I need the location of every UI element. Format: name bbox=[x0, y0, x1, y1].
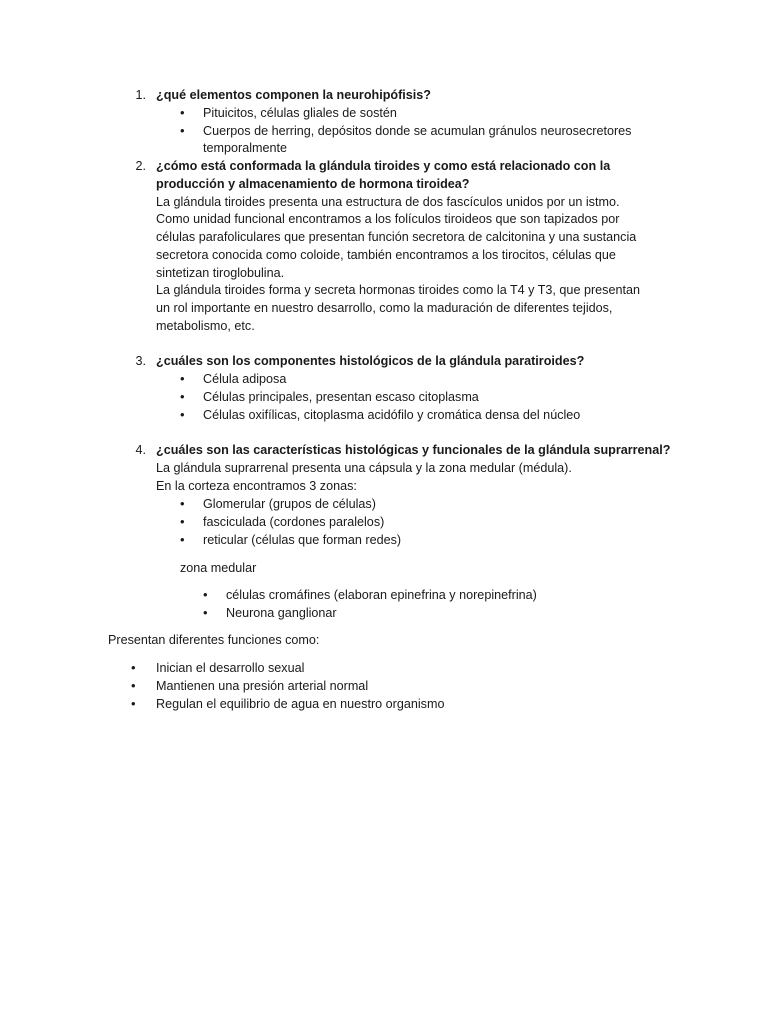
q4-question: ¿cuáles son las características histológicas y funcionales de la glándula suprarrenal? bbox=[156, 443, 671, 457]
functions-intro: Presentan diferentes funciones como: bbox=[108, 633, 320, 647]
q4-medular-item-1: células cromáfines (elaboran epinefrina y norepinefrina) bbox=[226, 588, 537, 602]
q3-bullet-2: Células principales, presentan escaso citoplasma bbox=[203, 390, 479, 404]
q2-answer-line-2: Como unidad funcional encontramos a los folículos tiroideos que son tapizados por bbox=[156, 212, 620, 226]
q3-question: ¿cuáles son los componentes histológicos de la glándula paratiroides? bbox=[156, 354, 585, 368]
q2-answer-line-1: La glándula tiroides presenta una estructura de dos fascículos unidos por un istmo. bbox=[156, 195, 620, 209]
bullet-marker: • bbox=[203, 587, 208, 602]
q1-bullet-1: Pituicitos, células gliales de sostén bbox=[203, 106, 397, 120]
q4-zone-3: reticular (células que forman redes) bbox=[203, 533, 402, 547]
function-item-2: Mantienen una presión arterial normal bbox=[156, 679, 369, 693]
function-item-3: Regulan el equilibrio de agua en nuestro organismo bbox=[156, 697, 445, 711]
q2-number: 2. bbox=[135, 159, 146, 173]
bullet-marker: • bbox=[180, 532, 185, 547]
q4-zone-2: fasciculada (cordones paralelos) bbox=[203, 515, 385, 529]
q4-answer-line-1: La glándula suprarrenal presenta una cápsula y la zona medular (médula). bbox=[156, 461, 572, 475]
q1-bullet-2: Cuerpos de herring, depósitos donde se acumulan gránulos neurosecretores bbox=[203, 124, 632, 138]
q1-number: 1. bbox=[135, 88, 146, 102]
q3-bullet-3: Células oxifílicas, citoplasma acidófilo y cromática densa del núcleo bbox=[203, 408, 581, 422]
q2-question-line-2: producción y almacenamiento de hormona tiroidea? bbox=[156, 177, 470, 191]
bullet-marker: • bbox=[180, 123, 185, 138]
q1-question: ¿qué elementos componen la neurohipófisis? bbox=[156, 88, 431, 102]
bullet-marker: • bbox=[180, 514, 185, 529]
bullet-marker: • bbox=[180, 496, 185, 511]
bullet-marker: • bbox=[131, 678, 136, 693]
bullet-marker: • bbox=[203, 605, 208, 620]
q2-answer-line-7: un rol importante en nuestro desarrollo, como la maduración de diferentes tejidos, bbox=[156, 301, 613, 315]
q3-number: 3. bbox=[135, 354, 146, 368]
q4-medular-label: zona medular bbox=[180, 561, 257, 575]
q3-bullet-1: Célula adiposa bbox=[203, 372, 287, 386]
q1-bullet-2-cont: temporalmente bbox=[203, 141, 287, 155]
bullet-marker: • bbox=[131, 696, 136, 711]
q2-answer-line-3: células parafoliculares que presentan función secretora de calcitonina y una sustancia bbox=[156, 230, 637, 244]
q2-question-line-1: ¿cómo está conformada la glándula tiroides y como está relacionado con la bbox=[156, 159, 611, 173]
bullet-marker: • bbox=[180, 389, 185, 404]
q4-medular-item-2: Neurona ganglionar bbox=[226, 606, 337, 620]
q2-answer-line-4: secretora conocida como coloide, también encontramos a los tirocitos, células que bbox=[156, 248, 616, 262]
bullet-marker: • bbox=[180, 407, 185, 422]
q2-answer-line-6: La glándula tiroides forma y secreta hormonas tiroides como la T4 y T3, que presentan bbox=[156, 283, 640, 297]
q2-answer-line-5: sintetizan tiroglobulina. bbox=[156, 266, 285, 280]
function-item-1: Inician el desarrollo sexual bbox=[156, 661, 305, 675]
bullet-marker: • bbox=[180, 105, 185, 120]
q4-answer-line-2: En la corteza encontramos 3 zonas: bbox=[156, 479, 357, 493]
bullet-marker: • bbox=[180, 371, 185, 386]
q4-number: 4. bbox=[135, 443, 146, 457]
q2-answer-line-8: metabolismo, etc. bbox=[156, 319, 255, 333]
bullet-marker: • bbox=[131, 660, 136, 675]
q4-zone-1: Glomerular (grupos de células) bbox=[203, 497, 376, 511]
